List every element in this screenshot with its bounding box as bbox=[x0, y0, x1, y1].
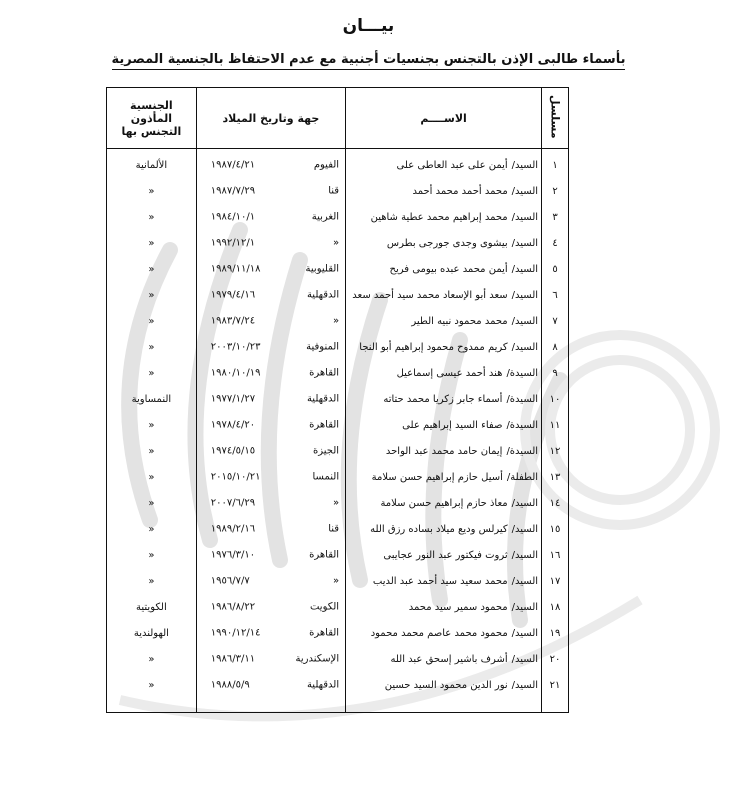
row-birthplace: الدقهلية bbox=[306, 289, 340, 301]
table-row bbox=[107, 256, 569, 282]
row-nationality: « bbox=[107, 178, 197, 204]
row-birthplace: « bbox=[332, 315, 340, 327]
table-row bbox=[107, 282, 569, 308]
row-honorific: السيد/ bbox=[511, 497, 539, 509]
document-subtitle bbox=[0, 52, 737, 67]
table-row bbox=[107, 594, 569, 620]
row-serial: ١٣ bbox=[542, 464, 569, 490]
row-name: معاذ حازم إبراهيم حسن سلامة bbox=[380, 497, 508, 509]
row-birthplace: « bbox=[332, 237, 340, 249]
row-birthdate: ١٩٨٦/٣/١١ bbox=[210, 653, 256, 665]
row-honorific: السيد/ bbox=[511, 627, 539, 639]
row-name: كريم ممدوح محمود إبراهيم أبو النجا bbox=[359, 341, 508, 353]
row-name: نور الدين محمود السيد حسين bbox=[384, 679, 508, 691]
row-honorific: السيد/ bbox=[511, 575, 539, 587]
row-birthdate: ١٩٧٨/٤/٢٠ bbox=[210, 419, 256, 431]
row-birthplace: قنا bbox=[328, 523, 340, 535]
row-birthdate: ١٩٨٨/٥/٩ bbox=[210, 679, 250, 691]
row-honorific: السيد/ bbox=[511, 653, 539, 665]
row-birth-cell bbox=[196, 438, 345, 464]
row-birth-cell bbox=[196, 646, 345, 672]
row-serial: ٥ bbox=[542, 256, 569, 282]
row-serial: ٨ bbox=[542, 334, 569, 360]
row-serial: ١٠ bbox=[542, 386, 569, 412]
row-name: أسماء جابر زكريا محمد حتاته bbox=[383, 393, 503, 405]
row-name: أيمن محمد عبده بيومى فريح bbox=[389, 263, 508, 275]
table-row bbox=[107, 542, 569, 568]
row-nationality: « bbox=[107, 542, 197, 568]
row-serial: ١ bbox=[542, 152, 569, 178]
row-serial: ١١ bbox=[542, 412, 569, 438]
row-nationality: « bbox=[107, 464, 197, 490]
row-birth-cell bbox=[196, 516, 345, 542]
row-name: ثروت فيكتور عبد النور عجايبى bbox=[383, 549, 508, 561]
table-row bbox=[107, 438, 569, 464]
row-name-cell bbox=[346, 230, 542, 256]
row-name-cell bbox=[346, 282, 542, 308]
applicants-table bbox=[106, 87, 569, 713]
row-nationality: « bbox=[107, 516, 197, 542]
row-birthplace: الدقهلية bbox=[306, 679, 340, 691]
row-honorific: الطفلة/ bbox=[506, 471, 539, 483]
row-birthplace: القاهرة bbox=[309, 627, 340, 639]
row-birth-cell bbox=[196, 464, 345, 490]
row-birth-cell bbox=[196, 620, 345, 646]
table-row bbox=[107, 412, 569, 438]
row-serial: ١٩ bbox=[542, 620, 569, 646]
row-nationality: « bbox=[107, 360, 197, 386]
row-honorific: السيد/ bbox=[511, 601, 539, 613]
row-birthdate: ٢٠١٥/١٠/٢١ bbox=[210, 471, 261, 483]
row-name-cell bbox=[346, 464, 542, 490]
table-row bbox=[107, 152, 569, 178]
row-name-cell bbox=[346, 516, 542, 542]
table-row bbox=[107, 178, 569, 204]
row-birthplace: الغربية bbox=[311, 211, 340, 223]
row-birthdate: ١٩٨٠/١٠/١٩ bbox=[210, 367, 261, 379]
row-honorific: السيد/ bbox=[511, 679, 539, 691]
row-nationality: الكويتية bbox=[107, 594, 197, 620]
row-name-cell bbox=[346, 646, 542, 672]
row-honorific: السيد/ bbox=[511, 315, 539, 327]
row-nationality: « bbox=[107, 204, 197, 230]
header-serial bbox=[542, 88, 569, 149]
row-honorific: السيد/ bbox=[511, 211, 539, 223]
row-birthplace: القاهرة bbox=[309, 367, 340, 379]
row-name-cell bbox=[346, 386, 542, 412]
row-honorific: السيد/ bbox=[511, 159, 539, 171]
row-nationality: « bbox=[107, 256, 197, 282]
row-name-cell bbox=[346, 438, 542, 464]
row-birth-cell bbox=[196, 308, 345, 334]
row-birthplace: قنا bbox=[328, 185, 340, 197]
subtitle-text: بأسماء طالبى الإذن بالتجنس بجنسيات أجنبية مع عدم الاحتفاظ بالجنسية المصرية bbox=[112, 52, 626, 70]
row-serial: ١٦ bbox=[542, 542, 569, 568]
row-serial: ١٧ bbox=[542, 568, 569, 594]
row-nationality: الألمانية bbox=[107, 152, 197, 178]
table-bottom-row bbox=[107, 698, 569, 713]
row-nationality: « bbox=[107, 568, 197, 594]
row-name: محمود محمد عاصم محمد محمود bbox=[370, 627, 508, 639]
row-name-cell bbox=[346, 308, 542, 334]
row-birth-cell bbox=[196, 360, 345, 386]
row-nationality: « bbox=[107, 646, 197, 672]
row-birthdate: ١٩٨٩/٢/١٦ bbox=[210, 523, 256, 535]
table-row bbox=[107, 646, 569, 672]
row-serial: ٢١ bbox=[542, 672, 569, 698]
row-serial: ٦ bbox=[542, 282, 569, 308]
row-name: أسيل حازم إبراهيم حسن سلامة bbox=[371, 471, 503, 483]
row-birthplace: « bbox=[332, 575, 340, 587]
row-name: هند أحمد عيسى إسماعيل bbox=[396, 367, 503, 379]
row-serial: ٧ bbox=[542, 308, 569, 334]
row-nationality: النمساوية bbox=[107, 386, 197, 412]
row-honorific: السيد/ bbox=[511, 185, 539, 197]
table-row bbox=[107, 620, 569, 646]
row-birthdate: ١٩٨٦/٨/٢٢ bbox=[210, 601, 256, 613]
row-birthdate: ١٩٨٧/٤/٢١ bbox=[210, 159, 256, 171]
header-name: الاســــم bbox=[346, 88, 542, 149]
row-name: كيرلس وديع ميلاد بساده رزق الله bbox=[370, 523, 508, 535]
row-birthdate: ١٩٨٤/١٠/١ bbox=[210, 211, 256, 223]
table-header-row bbox=[107, 88, 569, 149]
row-honorific: السيد/ bbox=[511, 289, 539, 301]
row-serial: ١٨ bbox=[542, 594, 569, 620]
table-row bbox=[107, 360, 569, 386]
row-nationality: « bbox=[107, 308, 197, 334]
row-birth-cell bbox=[196, 152, 345, 178]
row-birthplace: الدقهلية bbox=[306, 393, 340, 405]
row-honorific: السيد/ bbox=[511, 341, 539, 353]
row-birthplace: الكويت bbox=[309, 601, 340, 613]
row-birthdate: ١٩٨٩/١١/١٨ bbox=[210, 263, 261, 275]
row-birthplace: المنوفية bbox=[306, 341, 340, 353]
table-row bbox=[107, 672, 569, 698]
row-nationality: « bbox=[107, 412, 197, 438]
row-honorific: السيد/ bbox=[511, 523, 539, 535]
row-birthdate: ١٩٧٧/١/٢٧ bbox=[210, 393, 256, 405]
row-birth-cell bbox=[196, 594, 345, 620]
row-name-cell bbox=[346, 542, 542, 568]
row-birthplace: الإسكندرية bbox=[295, 653, 340, 665]
row-name-cell bbox=[346, 594, 542, 620]
row-serial: ٩ bbox=[542, 360, 569, 386]
row-name-cell bbox=[346, 256, 542, 282]
row-birth-cell bbox=[196, 386, 345, 412]
row-nationality: « bbox=[107, 438, 197, 464]
table-row bbox=[107, 334, 569, 360]
row-birth-cell bbox=[196, 672, 345, 698]
row-name-cell bbox=[346, 178, 542, 204]
document-title: بيـــان bbox=[342, 16, 395, 36]
row-name: صفاء السيد إبراهيم على bbox=[402, 419, 503, 431]
header-serial-label: مسلسل bbox=[548, 94, 562, 139]
row-name-cell bbox=[346, 672, 542, 698]
row-honorific: السيد/ bbox=[511, 237, 539, 249]
row-birth-cell bbox=[196, 542, 345, 568]
row-birthplace: القاهرة bbox=[309, 549, 340, 561]
row-birth-cell bbox=[196, 178, 345, 204]
row-name: أيمن على عبد العاطى على bbox=[396, 159, 508, 171]
row-name: إيمان حامد محمد عبد الواحد bbox=[385, 445, 503, 457]
row-name-cell bbox=[346, 568, 542, 594]
table-row bbox=[107, 308, 569, 334]
row-nationality: « bbox=[107, 230, 197, 256]
table-row bbox=[107, 204, 569, 230]
row-name-cell bbox=[346, 490, 542, 516]
row-serial: ٣ bbox=[542, 204, 569, 230]
row-birthdate: ١٩٨٧/٧/٢٩ bbox=[210, 185, 256, 197]
row-birthdate: ١٩٧٦/٣/١٠ bbox=[210, 549, 256, 561]
row-serial: ٢ bbox=[542, 178, 569, 204]
row-nationality: « bbox=[107, 672, 197, 698]
table-row bbox=[107, 568, 569, 594]
row-name: محمود سمير سيد محمد bbox=[408, 601, 508, 613]
row-name-cell bbox=[346, 620, 542, 646]
row-name: بيشوى وجدى جورجى بطرس bbox=[386, 237, 508, 249]
row-birthdate: ١٩٧٩/٤/١٦ bbox=[210, 289, 256, 301]
row-serial: ١٥ bbox=[542, 516, 569, 542]
row-name-cell bbox=[346, 334, 542, 360]
row-birth-cell bbox=[196, 230, 345, 256]
row-nationality: « bbox=[107, 334, 197, 360]
row-honorific: السيدة/ bbox=[506, 367, 539, 379]
row-honorific: السيدة/ bbox=[506, 419, 539, 431]
table-row bbox=[107, 464, 569, 490]
row-name: محمد سعيد سيد أحمد عبد الديب bbox=[372, 575, 508, 587]
row-birthdate: ٢٠٠٣/١٠/٢٣ bbox=[210, 341, 261, 353]
row-birthdate: ١٩٩٢/١٢/١ bbox=[210, 237, 256, 249]
row-birthdate: ١٩٧٤/٥/١٥ bbox=[210, 445, 256, 457]
row-birth-cell bbox=[196, 334, 345, 360]
row-honorific: السيدة/ bbox=[506, 393, 539, 405]
row-honorific: السيد/ bbox=[511, 263, 539, 275]
row-name-cell bbox=[346, 360, 542, 386]
row-nationality: الهولندية bbox=[107, 620, 197, 646]
row-name-cell bbox=[346, 152, 542, 178]
row-name: سعد أبو الإسعاد محمد سيد أحمد سعد bbox=[352, 289, 508, 301]
row-serial: ٢٠ bbox=[542, 646, 569, 672]
row-honorific: السيدة/ bbox=[506, 445, 539, 457]
row-birthplace: « bbox=[332, 497, 340, 509]
table-row bbox=[107, 386, 569, 412]
row-birth-cell bbox=[196, 204, 345, 230]
row-birth-cell bbox=[196, 490, 345, 516]
row-name: محمد أحمد محمد أحمد bbox=[412, 185, 508, 197]
row-birthplace: النمسا bbox=[312, 471, 340, 483]
row-birth-cell bbox=[196, 568, 345, 594]
row-name: محمد إبراهيم محمد عطية شاهين bbox=[370, 211, 508, 223]
row-birthdate: ١٩٩٠/١٢/١٤ bbox=[210, 627, 261, 639]
row-birth-cell bbox=[196, 256, 345, 282]
row-nationality: « bbox=[107, 282, 197, 308]
table-row bbox=[107, 490, 569, 516]
row-birthdate: ١٩٥٦/٧/٧ bbox=[210, 575, 250, 587]
header-birth: جهة وتاريخ الميلاد bbox=[196, 88, 345, 149]
row-name: أشرف باشير إسحق عبد الله bbox=[390, 653, 508, 665]
row-serial: ١٢ bbox=[542, 438, 569, 464]
row-name: محمد محمود نبيه الطير bbox=[411, 315, 508, 327]
row-birthplace: الجيزة bbox=[313, 445, 340, 457]
row-serial: ١٤ bbox=[542, 490, 569, 516]
header-nationality: الجنسية المأذون التجنس بها bbox=[107, 88, 197, 149]
row-birthplace: الفيوم bbox=[313, 159, 340, 171]
table-row bbox=[107, 516, 569, 542]
row-nationality: « bbox=[107, 490, 197, 516]
row-name-cell bbox=[346, 204, 542, 230]
row-honorific: السيد/ bbox=[511, 549, 539, 561]
table-row bbox=[107, 230, 569, 256]
row-birthplace: القليوبية bbox=[305, 263, 340, 275]
row-birth-cell bbox=[196, 412, 345, 438]
row-birthdate: ٢٠٠٧/٦/٢٩ bbox=[210, 497, 256, 509]
row-serial: ٤ bbox=[542, 230, 569, 256]
row-birth-cell bbox=[196, 282, 345, 308]
row-birthdate: ١٩٨٣/٧/٢٤ bbox=[210, 315, 256, 327]
row-name-cell bbox=[346, 412, 542, 438]
row-birthplace: القاهرة bbox=[309, 419, 340, 431]
